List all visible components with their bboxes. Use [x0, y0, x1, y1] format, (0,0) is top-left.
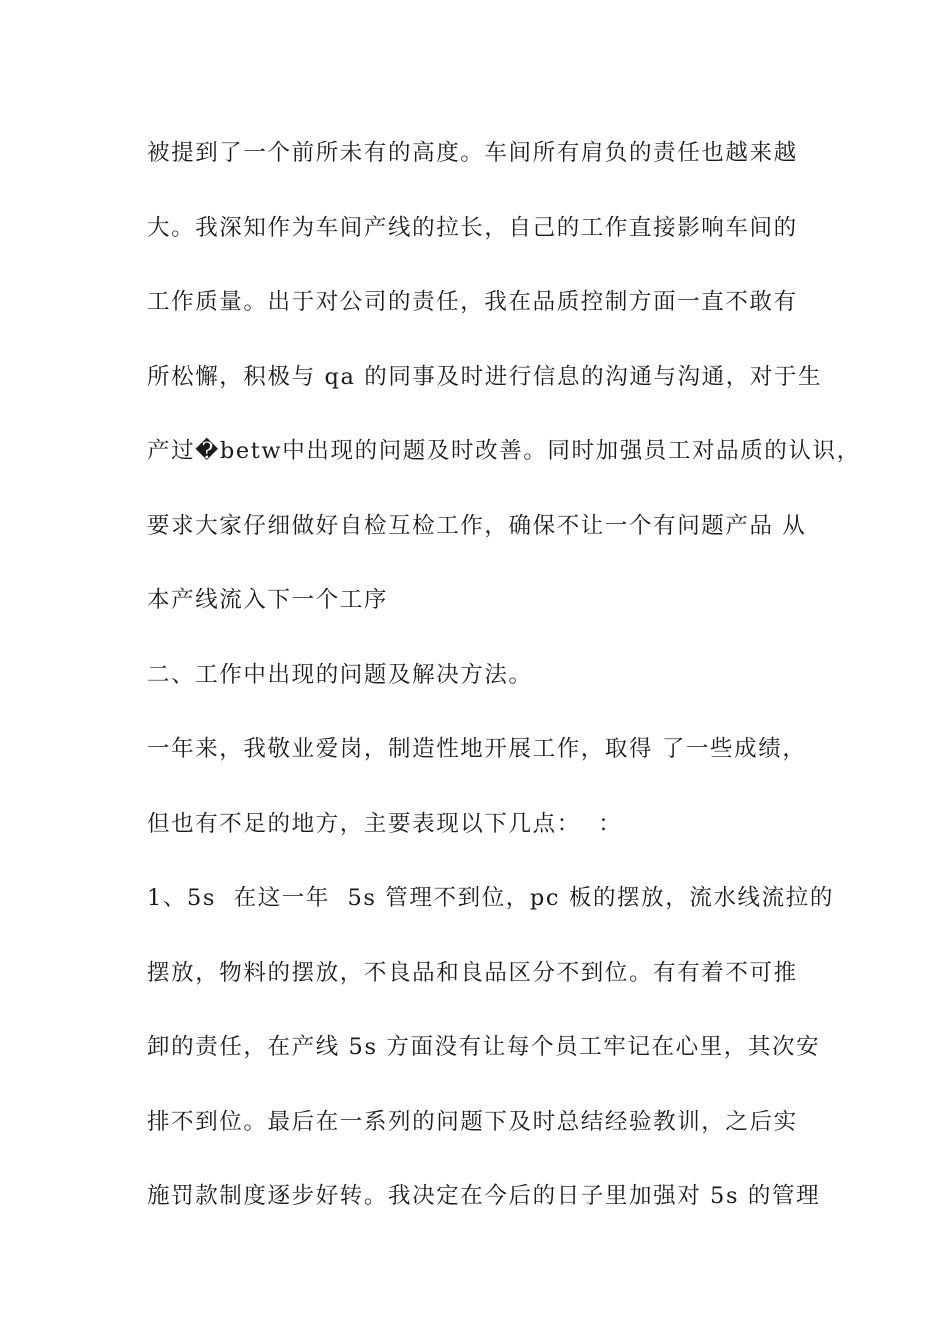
text-line: 摆放，物料的摆放，不良品和良品区分不到位。有有着不可推 [147, 959, 798, 986]
text-line: 1、5s 在这一年 5s 管理不到位，pc 板的摆放，流水线流拉的 [147, 885, 834, 911]
text-line: 但也有不足的地方，主要表现以下几点： ： [147, 810, 623, 837]
text-line: 产过�betw中出现的问题及时改善。同时加强员工对品质的认识， [147, 438, 861, 464]
text-line: 要求大家仔细做好自检互检工作，确保不让一个有问题产品 从 [147, 512, 807, 539]
text-line: 一年来，我敬业爱岗，制造性地开展工作，取得 了一些成绩， [147, 736, 807, 762]
text-line: 被提到了一个前所未有的高度。车间所有肩负的责任也越来越 [147, 140, 798, 166]
text-line: 施罚款制度逐步好转。我决定在今后的日子里加强对 5s 的管理 [147, 1183, 821, 1209]
text-line: 工作质量。出于对公司的责任，我在品质控制方面一直不敢有 [147, 289, 798, 315]
text-line: 大。我深知作为车间产线的拉长，自己的工作直接影响车间的 [147, 214, 798, 241]
text-line: 本产线流入下一个工序 [147, 587, 389, 613]
text-line: 卸的责任，在产线 5s 方面没有让每个员工牢记在心里，其次安 [147, 1034, 821, 1060]
text-line: 排不到位。最后在一系列的问题下及时总结经验教训，之后实 [147, 1108, 798, 1135]
body-text [147, 128, 861, 1246]
text-line: 所松懈，积极与 qa 的同事及时进行信息的沟通与沟通，对于生 [147, 363, 823, 390]
section-heading: 二、工作中出现的问题及解决方法。 [147, 661, 533, 688]
